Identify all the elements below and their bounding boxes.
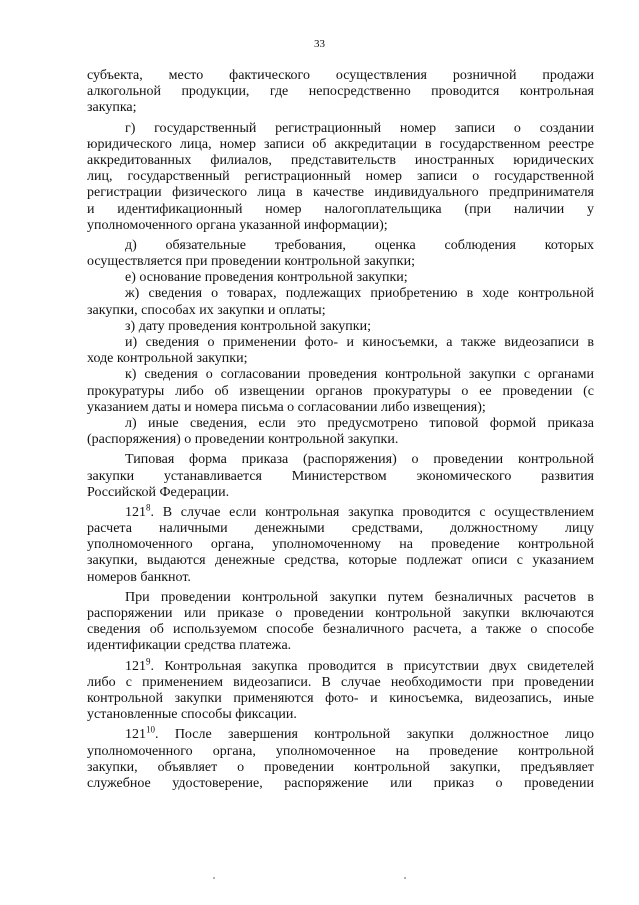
line-text: к) сведения о согласовании проведения контрольной закупки с органами <box>125 367 594 383</box>
section-superscript: 8 <box>146 502 151 513</box>
text-line <box>87 218 594 234</box>
text-line <box>87 760 594 776</box>
text-line <box>87 724 594 743</box>
line-text: 121 <box>125 727 146 743</box>
scan-speck <box>213 877 215 879</box>
line-text-rest: . В случае если контрольная закупка проводится с осуществлением <box>150 504 594 520</box>
section-superscript: 10 <box>146 724 155 735</box>
line-text: л) иные сведения, если это предусмотрено типовой формой приказа <box>125 415 594 431</box>
text-line <box>87 254 594 270</box>
line-text: При проведении контрольной закупки путем безналичных расчетов в <box>125 589 594 605</box>
text-line <box>87 655 594 675</box>
line-text: контрольной закупки применяются фото- и киносъемка, видеозапись, иные <box>87 690 594 706</box>
line-text: юридического лица, номер записи об аккредитации в государственном реестре <box>87 136 594 152</box>
text-line <box>87 351 594 367</box>
text-line <box>87 137 594 153</box>
line-text: (распоряжения) о проведении контрольной закупки. <box>87 432 399 448</box>
text-line <box>87 432 594 448</box>
text-line <box>87 238 594 254</box>
text-line <box>87 202 594 218</box>
line-text: прокуратуры либо об извещении органов прокуратуры о ее проведении (с <box>87 383 594 399</box>
text-line <box>87 452 594 468</box>
text-line <box>87 622 594 638</box>
text-line <box>87 638 594 654</box>
text-line <box>87 675 594 691</box>
line-text: ж) сведения о товарах, подлежащих приобретению в ходе контрольной <box>125 286 594 302</box>
line-text: е) основание проведения контрольной закупки; <box>125 270 408 286</box>
text-line <box>87 169 594 185</box>
text-line <box>87 744 594 760</box>
text-line <box>87 319 594 335</box>
line-text: Типовая форма приказа (распоряжения) о проведении контрольной <box>125 452 594 468</box>
line-text: расчета наличными денежными средствами, должностному лицу <box>87 521 594 537</box>
text-line <box>87 286 594 302</box>
line-text: сведения об используемом способе безналичного расчета, а также о способе <box>87 622 594 638</box>
line-text: ходе контрольной закупки; <box>87 351 248 367</box>
text-line <box>87 416 594 432</box>
text-line <box>87 776 594 792</box>
line-text-rest: . Контрольная закупка проводится в присутствии двух свидетелей <box>150 658 594 674</box>
line-text: закупка; <box>87 100 137 116</box>
line-text: 121 <box>125 658 146 674</box>
section-superscript: 9 <box>146 655 151 666</box>
line-text: Российской Федерации. <box>87 484 230 500</box>
text-line <box>87 606 594 622</box>
line-text: закупки устанавливается Министерством экономического развития <box>87 468 594 484</box>
text-line <box>87 68 594 84</box>
line-text: осуществляется при проведении контрольной закупки; <box>87 254 415 270</box>
line-text: алкогольной продукции, где непосредственно проводится контрольная <box>87 84 594 100</box>
text-line <box>87 502 594 521</box>
line-text: установленные способы фиксации. <box>87 707 297 723</box>
line-text: служебное удостоверение, распоряжение или приказ о проведении <box>87 775 594 791</box>
line-text: г) государственный регистрационный номер записи о создании <box>125 120 594 136</box>
scan-speck <box>404 877 406 879</box>
line-text: либо с применением видеозаписи. В случае необходимости при проведении <box>87 674 594 690</box>
text-line <box>87 691 594 707</box>
line-text: уполномоченного органа, уполномоченному на проведение контрольной <box>87 537 594 553</box>
line-text: 121 <box>125 504 146 520</box>
text-line <box>87 469 594 485</box>
text-line <box>87 590 594 606</box>
text-line <box>87 521 594 537</box>
text-line <box>87 153 594 169</box>
text-line <box>87 367 594 383</box>
line-text: лиц, государственный регистрационный номер записи о государственной <box>87 169 594 185</box>
text-line <box>87 185 594 201</box>
line-text: идентификации средства платежа. <box>87 638 292 654</box>
line-text: указанием даты и номера письма о согласовании либо извещения); <box>87 399 486 415</box>
body-text <box>87 68 594 792</box>
text-line <box>87 707 594 723</box>
text-line <box>87 384 594 400</box>
text-line <box>87 303 594 319</box>
line-text: закупки, объявляет о проведении контрольной закупки, предъявляет <box>87 759 594 775</box>
line-text: д) обязательные требования, оценка соблюдения которых <box>125 237 594 253</box>
text-line <box>87 553 594 569</box>
text-line <box>87 121 594 137</box>
line-text: регистрации физического лица в качестве индивидуального предпринимателя <box>87 185 594 201</box>
line-text: уполномоченного органа указанной информации); <box>87 217 388 233</box>
line-text: распоряжении или приказе о проведении контрольной закупки включаются <box>87 606 594 621</box>
text-line <box>87 537 594 553</box>
line-text: аккредитованных филиалов, представительств иностранных юридических <box>87 152 594 168</box>
line-text: закупки, выдаются денежные средства, которые подлежат описи с указанием <box>87 553 594 569</box>
line-text: номеров банкнот. <box>87 569 191 585</box>
text-line <box>87 570 594 586</box>
text-line <box>87 270 594 286</box>
line-text: субъекта, место фактического осуществления розничной продажи <box>87 68 594 83</box>
line-text: и идентификационный номер налогоплательщика (при наличии у <box>87 201 594 217</box>
text-line <box>87 335 594 351</box>
text-line <box>87 100 594 116</box>
text-line <box>87 485 594 501</box>
text-line <box>87 400 594 416</box>
line-text: и) сведения о применении фото- и киносъемки, а также видеозаписи в <box>125 335 594 350</box>
line-text-rest: . После завершения контрольной закупки должностное лицо <box>155 727 594 743</box>
line-text: закупки, способах их закупки и оплаты; <box>87 302 326 318</box>
line-text: з) дату проведения контрольной закупки; <box>125 318 371 334</box>
text-line <box>87 84 594 100</box>
page-number: 33 <box>314 38 325 50</box>
line-text: уполномоченного органа, уполномоченное на проведение контрольной <box>87 743 594 759</box>
